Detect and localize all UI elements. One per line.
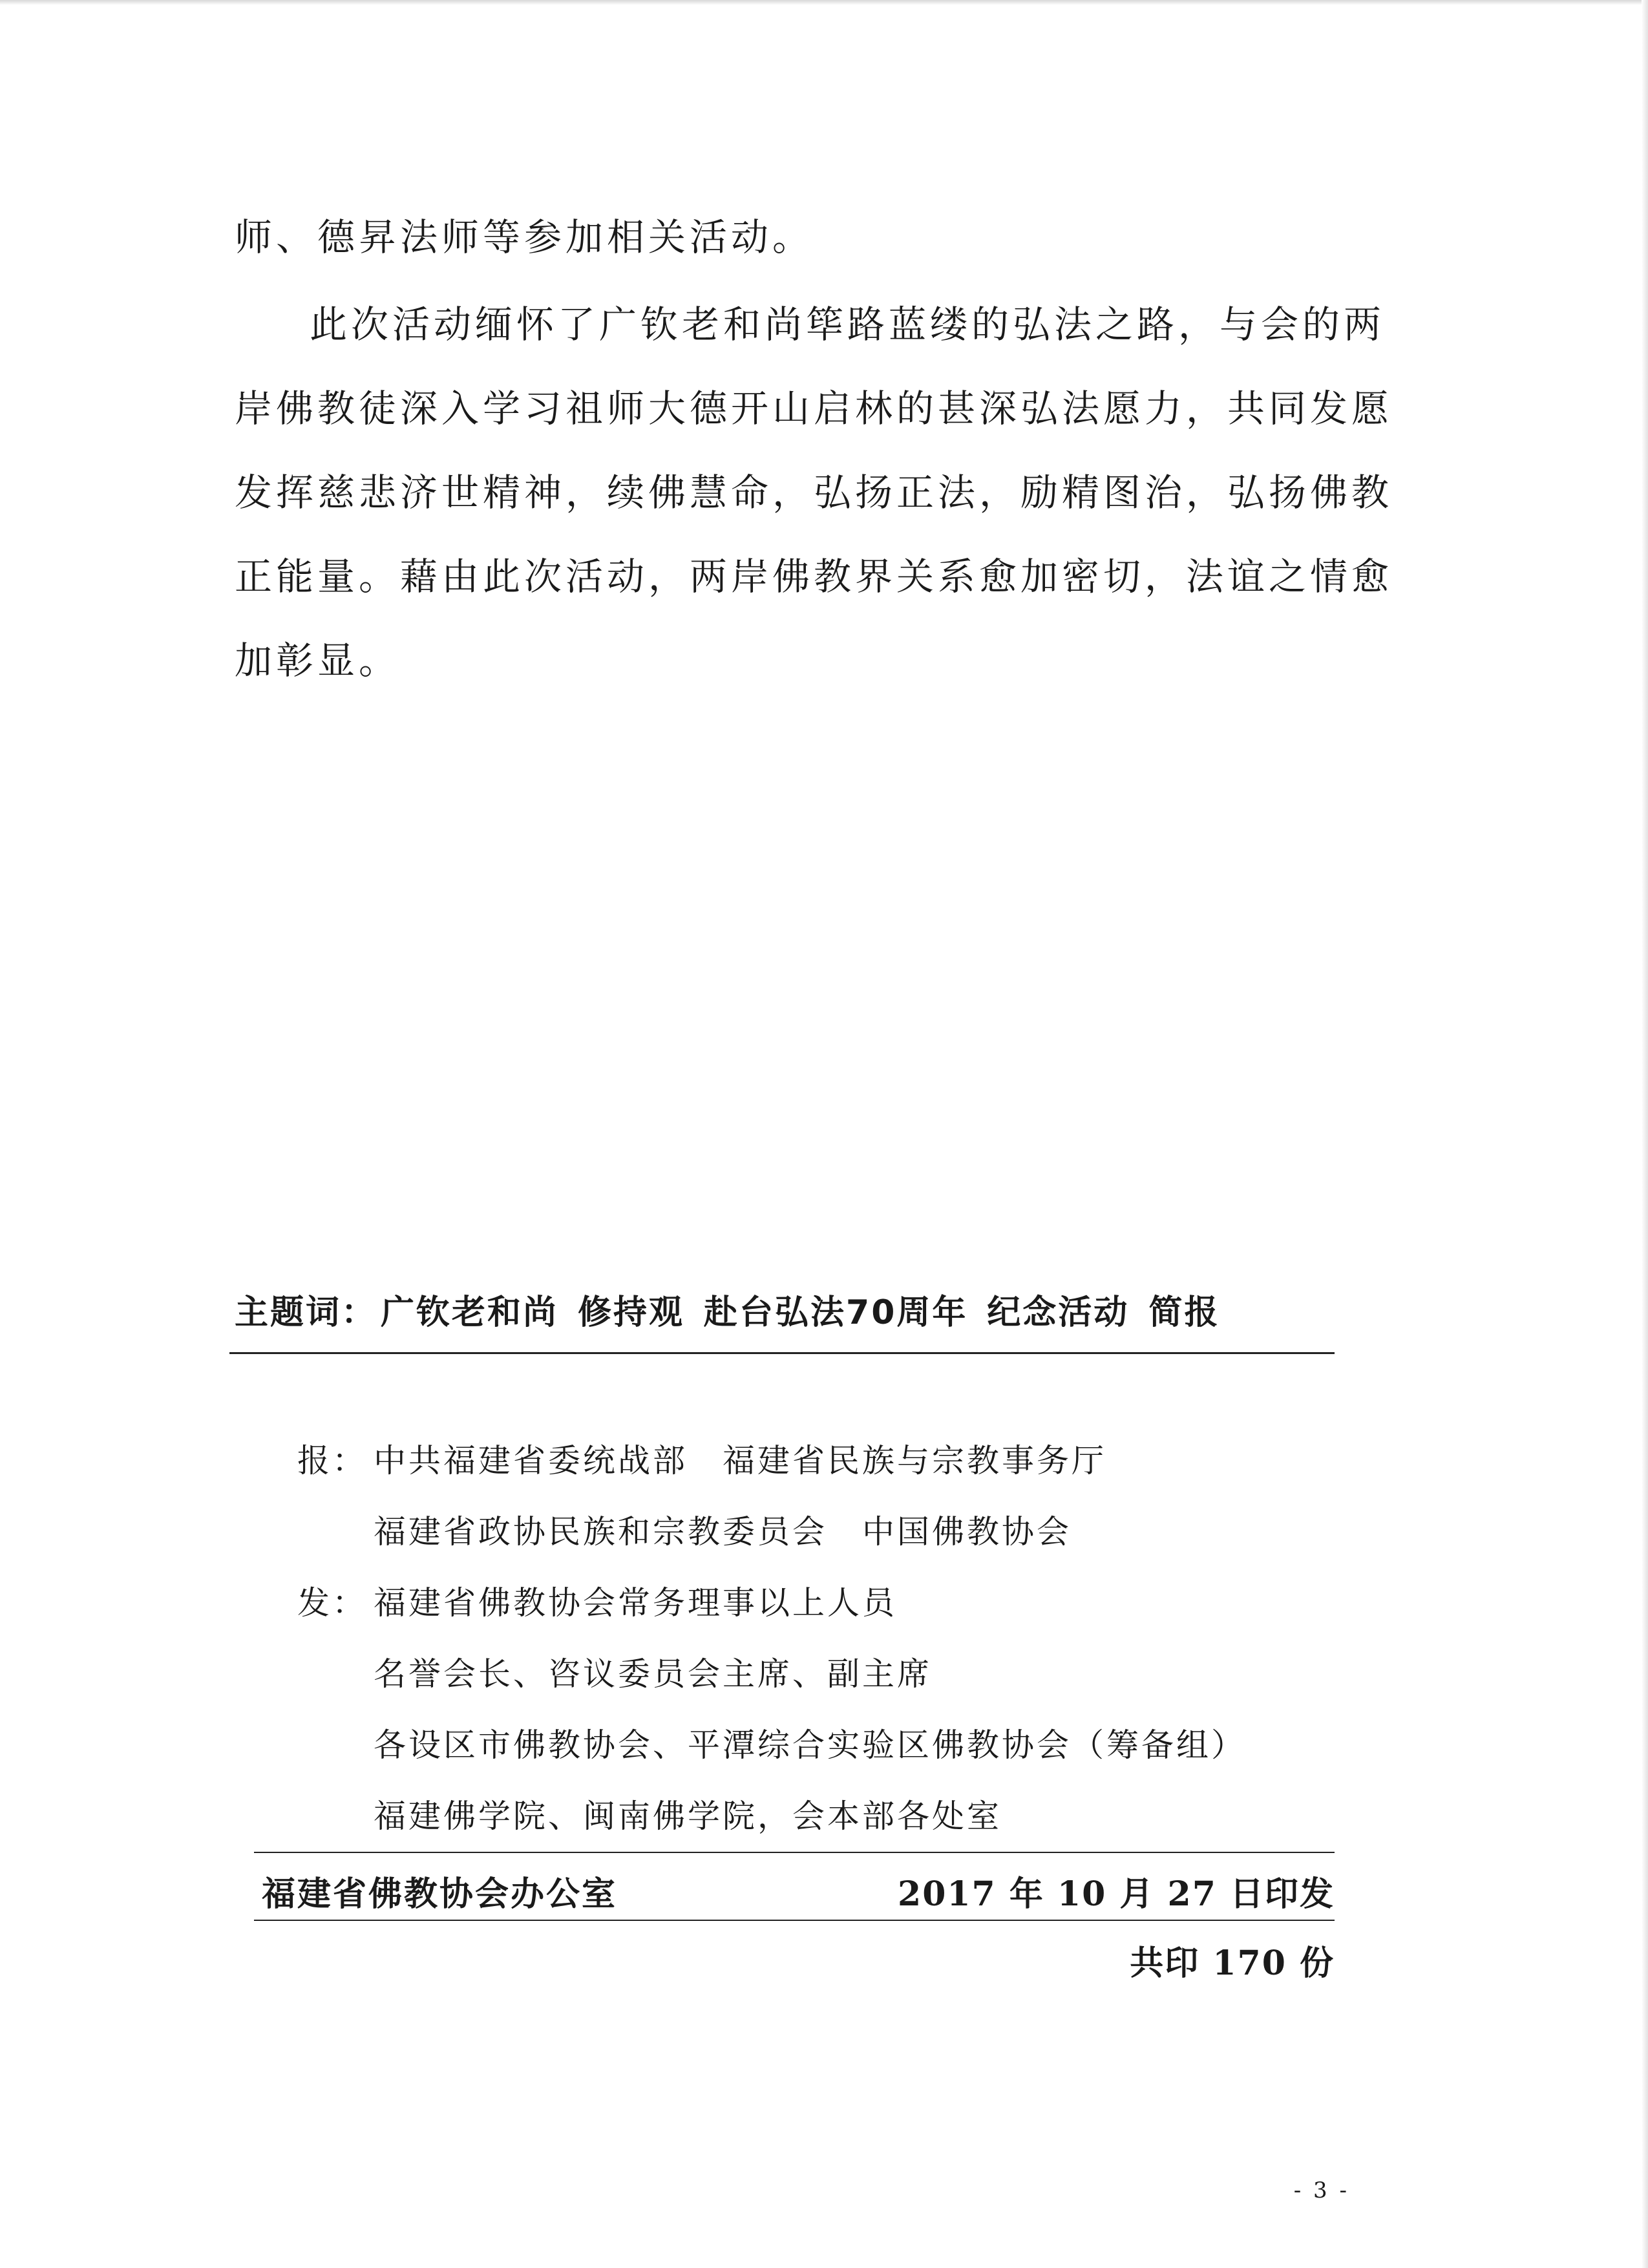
- print-date: 2017 年 10 月 27 日印发: [898, 1874, 1335, 1914]
- send-to-line: 福建省佛教协会常务理事以上人员: [374, 1584, 897, 1622]
- scan-right-edge: [1642, 0, 1648, 2268]
- footer-middle-rule: [254, 1920, 1335, 1921]
- body-line-6: 加彰显。: [235, 639, 401, 683]
- keyword-term: 纪念活动: [987, 1293, 1130, 1332]
- keyword-term: 广钦老和尚: [381, 1293, 559, 1332]
- report-to-label: 报：: [297, 1442, 367, 1479]
- keywords-label: 主题词：: [235, 1293, 377, 1332]
- keywords-divider: [229, 1352, 1335, 1354]
- send-to-line: 各设区市佛教协会、平潭综合实验区佛教协会（筹备组）: [374, 1726, 1246, 1764]
- report-to-line: 中共福建省委统战部 福建省民族与宗教事务厅: [374, 1442, 1106, 1479]
- report-to-line: 福建省政协民族和宗教委员会 中国佛教协会: [374, 1513, 1072, 1551]
- copies-count: 共印 170 份: [1130, 1944, 1335, 1983]
- send-to-label: 发：: [297, 1584, 367, 1622]
- scan-top-edge: [0, 0, 1648, 5]
- send-to-line: 名誉会长、咨议委员会主席、副主席: [374, 1655, 932, 1693]
- send-to-line: 福建佛学院、闽南佛学院，会本部各处室: [374, 1797, 1002, 1835]
- body-line-2: 此次活动缅怀了广钦老和尚筚路蓝缕的弘法之路，与会的两: [310, 302, 1386, 346]
- body-line-5: 正能量。藉由此次活动，两岸佛教界关系愈加密切，法谊之情愈: [235, 555, 1393, 599]
- body-line-4: 发挥慈悲济世精神，续佛慧命，弘扬正法，励精图治，弘扬佛教: [235, 471, 1393, 514]
- keyword-term: 赴台弘法70周年: [704, 1293, 968, 1332]
- keyword-term: 简报: [1148, 1293, 1220, 1332]
- page-number: - 3 -: [1293, 2178, 1349, 2203]
- body-line-3: 岸佛教徒深入学习祖师大德开山启林的甚深弘法愿力，共同发愿: [235, 387, 1393, 430]
- body-line-1: 师、德昇法师等参加相关活动。: [235, 215, 814, 259]
- subject-keywords: [235, 1285, 1239, 1333]
- keyword-term: 修持观: [578, 1293, 685, 1332]
- issuing-office: 福建省佛教协会办公室: [262, 1874, 618, 1914]
- footer-top-rule: [254, 1852, 1335, 1853]
